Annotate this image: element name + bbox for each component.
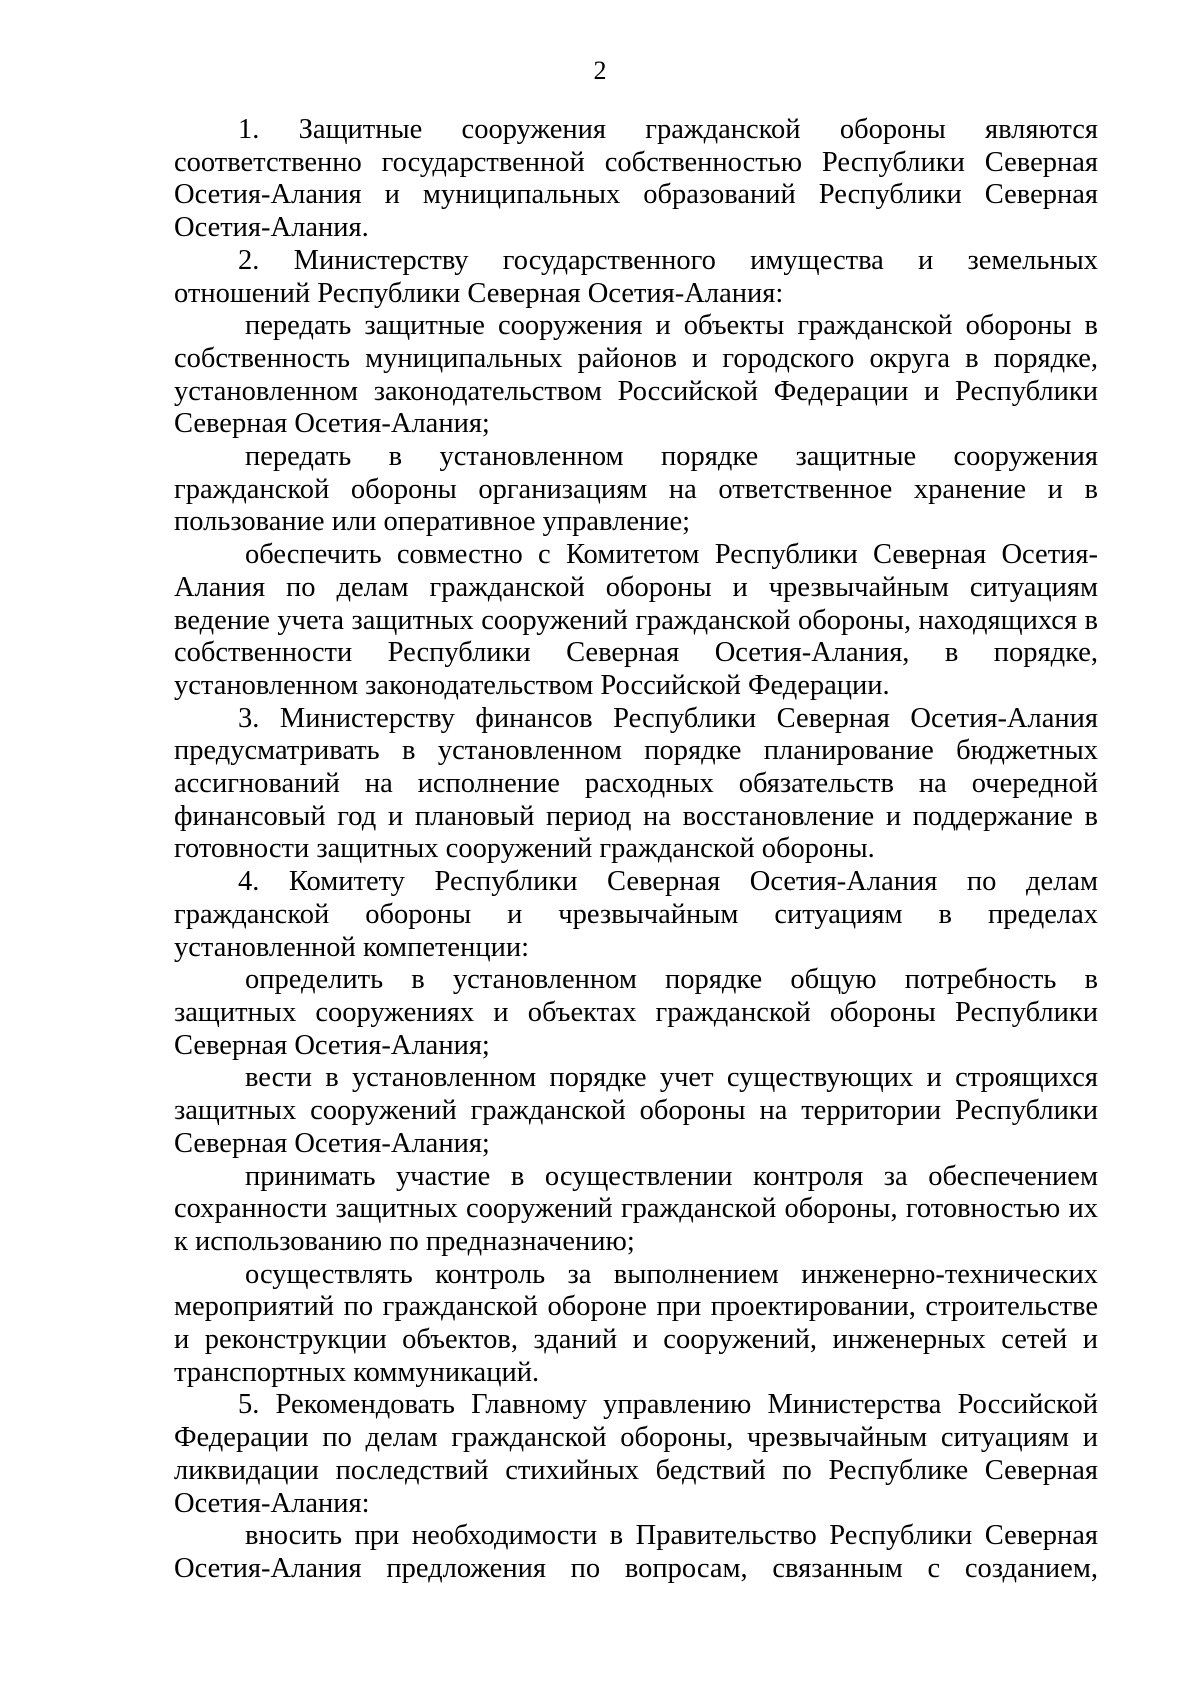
- paragraph-subitem-transfer-custody: передать в установленном порядке защитные сооружения гражданской обороны организациям на ответственное хранение и в пользование или оперативное управление;: [174, 441, 1098, 538]
- paragraph-subitem-accounting: обеспечить совместно с Комитетом Республики Северная Осетия-Алания по делам гражданской обороны и чрезвычайным ситуациям ведение учета защитных сооружений гражданской обороны, находящихся в собственности Республики Северная Осетия-Алания, в порядке, установленном законодательством Российской Федерации.: [174, 539, 1098, 701]
- paragraph-item-3: 3. Министерству финансов Республики Северная Осетия-Алания предусматривать в установленном порядке планирование бюджетных ассигнований на исполнение расходных обязательств на очередной финансовый год и плановый период на восстановление и поддержание в готовности защитных сооружений гражданской обороны.: [174, 702, 1098, 865]
- paragraph-item-1: 1. Защитные сооружения гражданской обороны являются соответственно государственной собственностью Республики Северная Осетия-Алания и муниципальных образований Республики Северная Осетия-Алания.: [174, 114, 1098, 244]
- paragraph-subitem-keep-records: вести в установленном порядке учет существующих и строящихся защитных сооружений гражданской обороны на территории Республики Северная Осетия-Алания;: [174, 1062, 1098, 1159]
- paragraph-subitem-engineering-control: осуществлять контроль за выполнением инженерно-технических мероприятий по гражданской обороне при проектировании, строительстве и реконструкции объектов, зданий и сооружений, инженерных сетей и транспортных коммуникаций.: [174, 1258, 1098, 1388]
- page-number: 2: [593, 56, 607, 85]
- paragraph-subitem-control-safety: принимать участие в осуществлении контроля за обеспечением сохранности защитных сооружений гражданской обороны, готовностью их к использованию по предназначению;: [174, 1160, 1098, 1257]
- paragraph-subitem-transfer-ownership: передать защитные сооружения и объекты гражданской обороны в собственность муниципальных районов и городского округа в порядке, установленном законодательством Российской Федерации и Республики Северная Осетия-Алания;: [174, 310, 1098, 440]
- paragraph-item-2: 2. Министерству государственного имущества и земельных отношений Республики Северная Осетия-Алания:: [174, 244, 1098, 309]
- paragraph-item-4: 4. Комитету Республики Северная Осетия-Алания по делам гражданской обороны и чрезвычайным ситуациям в пределах установленной компетенции:: [174, 866, 1098, 963]
- paragraph-subitem-determine-need: определить в установленном порядке общую потребность в защитных сооружениях и объектах гражданской обороны Республики Северная Осетия-Алания;: [174, 964, 1098, 1061]
- paragraph-subitem-submit-proposals: вносить при необходимости в Правительство Республики Северная Осетия-Алания предложения по вопросам, связанным с созданием,: [174, 1520, 1098, 1584]
- paragraph-item-5: 5. Рекомендовать Главному управлению Министерства Российской Федерации по делам гражданской обороны, чрезвычайным ситуациям и ликвидации последствий стихийных бедствий по Республике Северная Осетия-Алания:: [174, 1389, 1098, 1519]
- document-body: [174, 114, 1098, 1586]
